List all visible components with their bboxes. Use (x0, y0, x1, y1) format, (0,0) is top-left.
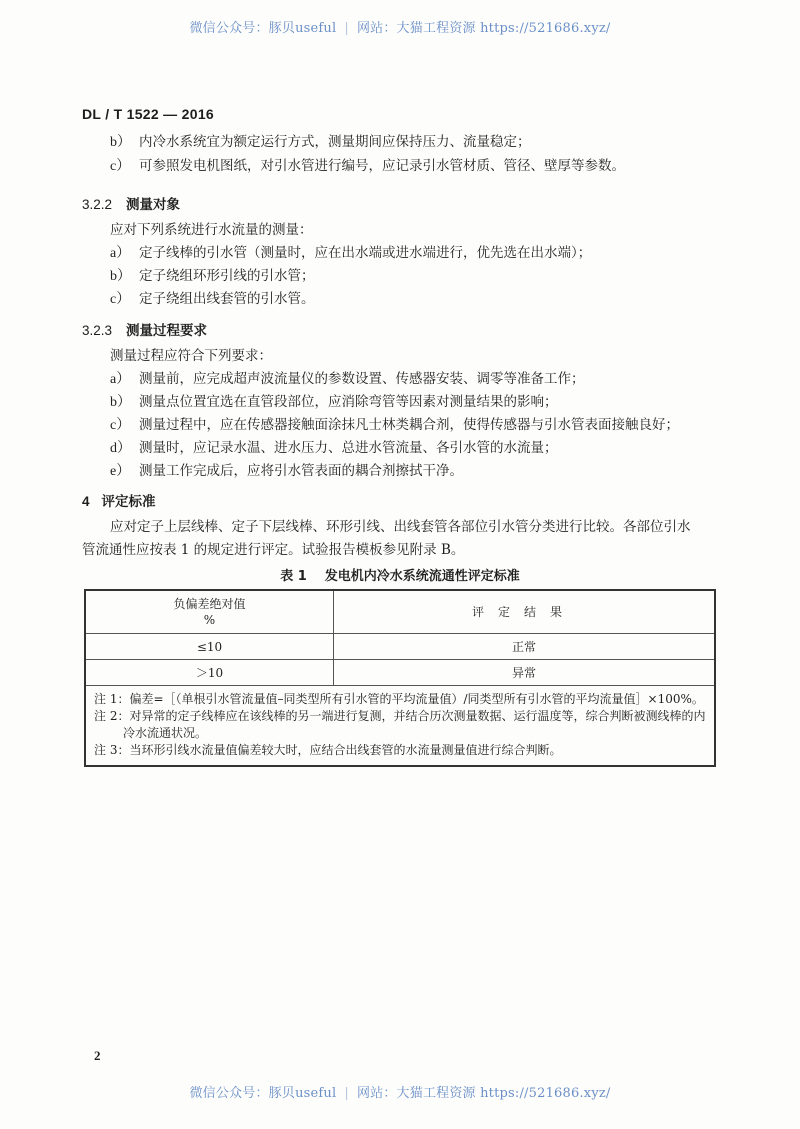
table-caption (0, 565, 800, 584)
header-result (334, 590, 716, 634)
item-label: a） (110, 372, 131, 387)
list-item (110, 370, 585, 389)
list-item (110, 244, 591, 263)
section-title: 评定标准 (101, 494, 156, 510)
item-label: e） (110, 464, 131, 479)
section-number: 4 (82, 494, 90, 509)
item-label: b） (110, 269, 131, 284)
note-2-continuation: 冷水流通状况。 (123, 726, 208, 740)
note-1: 注 1：偏差=［（单根引水管流量值–同类型所有引水管的平均流量值）/同类型所有引水管的平均流量值］×100%。 (94, 692, 704, 706)
section-heading-4 (82, 490, 156, 510)
cell-value: ＞10 (85, 660, 334, 686)
item-label: a） (110, 246, 131, 261)
list-item (110, 439, 558, 458)
header-deviation-label: 负偏差绝对值 (173, 597, 246, 611)
item-text: 定子绕组出线套管的引水管。 (139, 291, 315, 307)
item-text: 测量前，应完成超声波流量仪的参数设置、传感器安装、调零等准备工作； (139, 371, 585, 387)
watermark-wechat: 微信公众号：豚贝useful (189, 1086, 337, 1101)
section-number: 3.2.3 (82, 323, 113, 338)
table-row (85, 634, 715, 660)
cell-value: ≤10 (85, 634, 334, 660)
section-lead: 应对下列系统进行水流量的测量： (110, 222, 313, 238)
item-label: c） (110, 159, 131, 174)
item-label: c） (110, 292, 131, 307)
watermark-website: 网站：大猫工程资源 https://521686.xyz/ (356, 1086, 611, 1101)
table-number: 表 1 (280, 569, 307, 584)
item-label: b） (110, 135, 131, 150)
note-2 (94, 708, 706, 742)
item-text: 内冷水系统宜为额定运行方式，测量期间应保持压力、流量稳定； (139, 134, 531, 150)
watermark-bottom (0, 1082, 800, 1101)
watermark-separator: | (344, 1086, 349, 1101)
paragraph-line: 应对定子上层线棒、定子下层线棒、环形引线、出线套管各部位引水管分类进行比较。各部位引水 (110, 519, 691, 535)
paragraph-line: 管流通性应按表 1 的规定进行评定。试验报告模板参见附录 B。 (82, 542, 465, 558)
header-result-label: 评定结果 (471, 605, 576, 619)
page-number: 2 (94, 1048, 101, 1063)
cell-result: 正常 (334, 634, 716, 660)
section-title: 测量对象 (126, 197, 181, 213)
item-label: b） (110, 395, 131, 410)
table-notes (85, 686, 715, 767)
item-text: 定子线棒的引水管（测量时，应在出水端或进水端进行，优先选在出水端）； (139, 245, 592, 261)
item-text: 定子绕组环形引线的引水管； (139, 268, 315, 284)
list-item (110, 133, 531, 152)
note-2-text: 注 2：对异常的定子线棒应在该线棒的另一端进行复测，并结合历次测量数据、运行温度等，综合判断被测线棒的内 (94, 709, 706, 723)
item-label: d） (110, 441, 131, 456)
item-text: 测量过程中，应在传感器接触面涂抹凡士林类耦合剂，使得传感器与引水管表面接触良好； (139, 417, 679, 433)
section-heading-3-2-2 (82, 193, 180, 213)
list-item (110, 393, 558, 412)
document-code: DL / T 1522 — 2016 (82, 106, 214, 122)
watermark-top (0, 17, 800, 36)
header-deviation (85, 590, 334, 634)
watermark-wechat: 微信公众号：豚贝useful (189, 21, 337, 36)
section-title: 测量过程要求 (126, 323, 208, 339)
table-notes-row (85, 686, 715, 767)
table-header-row (85, 590, 715, 634)
table-row (85, 660, 715, 686)
item-text: 可参照发电机图纸，对引水管进行编号，应记录引水管材质、管径、壁厚等参数。 (139, 158, 625, 174)
header-deviation-unit: % (203, 613, 216, 627)
item-text: 测量点位置宜选在直管段部位，应消除弯管等因素对测量结果的影响； (139, 394, 558, 410)
section-heading-3-2-3 (82, 319, 207, 339)
item-text: 测量工作完成后，应将引水管表面的耦合剂擦拭干净。 (139, 463, 463, 479)
section-number: 3.2.2 (82, 197, 113, 212)
watermark-website: 网站：大猫工程资源 https://521686.xyz/ (356, 21, 611, 36)
note-3: 注 3：当环形引线水流量值偏差较大时，应结合出线套管的水流量测量值进行综合判断。 (94, 743, 562, 757)
list-item (110, 462, 463, 481)
list-item (110, 157, 625, 176)
table-title: 发电机内冷水系统流通性评定标准 (324, 569, 520, 584)
evaluation-criteria-table (84, 589, 716, 767)
item-text: 测量时，应记录水温、进水压力、总进水管流量、各引水管的水流量； (139, 440, 558, 456)
list-item (110, 416, 679, 435)
item-label: c） (110, 418, 131, 433)
list-item (110, 267, 315, 286)
section-lead: 测量过程应符合下列要求： (110, 348, 272, 364)
cell-result: 异常 (334, 660, 716, 686)
list-item (110, 290, 315, 309)
watermark-separator: | (344, 21, 349, 36)
